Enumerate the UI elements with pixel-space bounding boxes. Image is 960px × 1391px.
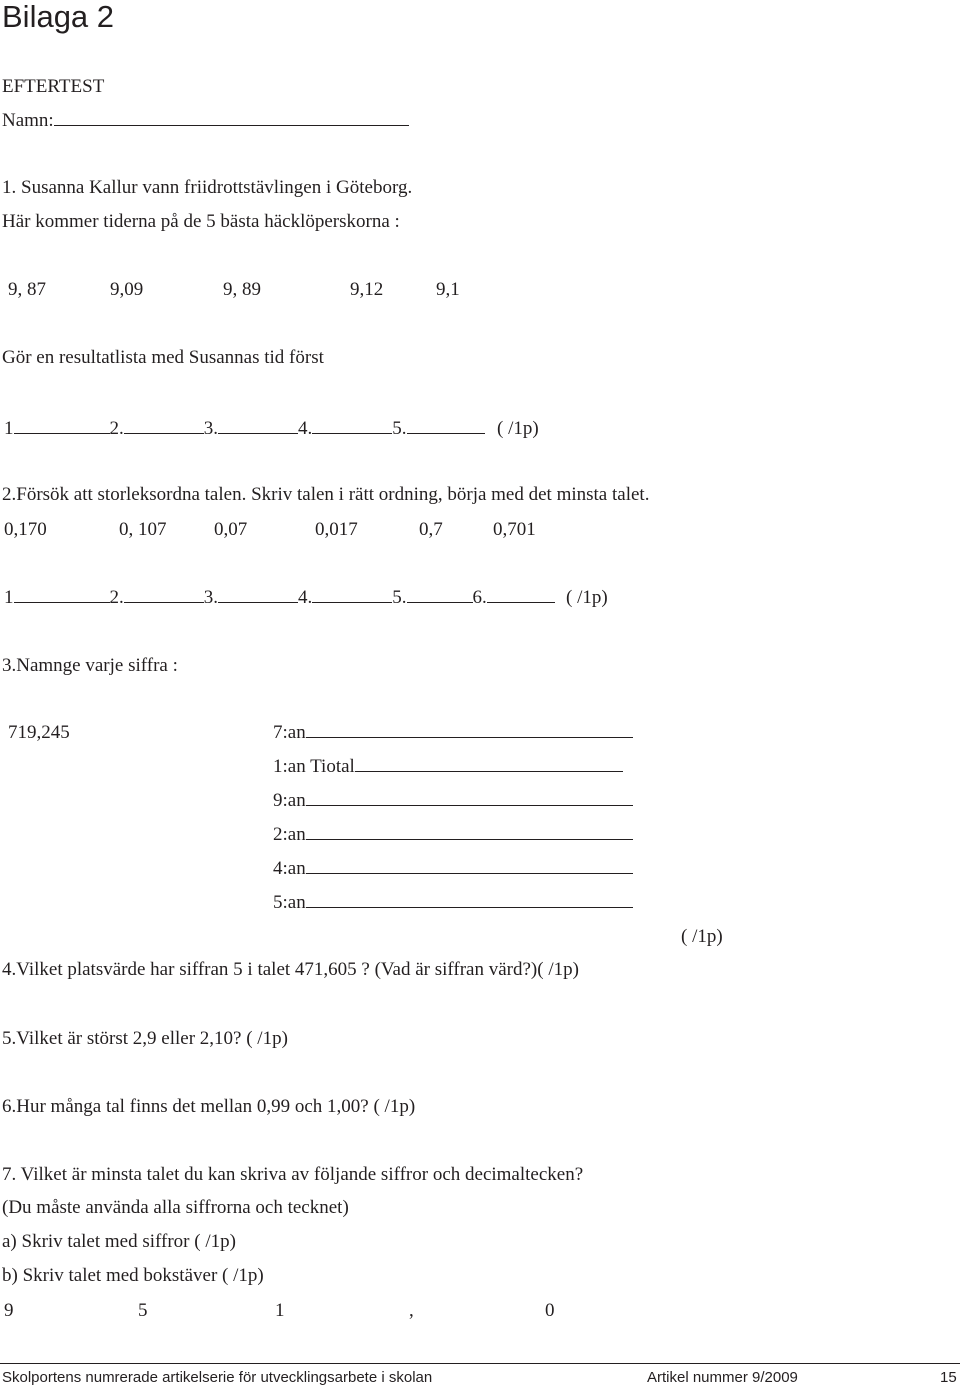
name-blank[interactable] bbox=[54, 124, 409, 126]
answer-blank[interactable] bbox=[124, 432, 204, 434]
q1-time: 9, 89 bbox=[223, 279, 261, 300]
digit-row bbox=[273, 790, 633, 812]
answer-blank[interactable] bbox=[487, 601, 555, 603]
q7-symbol: 5 bbox=[138, 1300, 148, 1321]
answer-blank[interactable] bbox=[306, 872, 633, 874]
q4-text: 4.Vilket platsvärde har siffran 5 i talet 471,605 ? (Vad är siffran värd?)( /1p) bbox=[2, 959, 579, 980]
digit-row bbox=[273, 824, 633, 846]
q2-number: 0,701 bbox=[493, 519, 536, 540]
footer-page-number: 15 bbox=[940, 1369, 957, 1386]
q1-line2: Här kommer tiderna på de 5 bästa häcklöperskorna : bbox=[2, 211, 400, 232]
slot-label: 4. bbox=[298, 587, 313, 608]
test-name: EFTERTEST bbox=[2, 76, 105, 97]
q2-number: 0,07 bbox=[214, 519, 248, 540]
q2-number: 0, 107 bbox=[119, 519, 167, 540]
answer-blank[interactable] bbox=[312, 601, 392, 603]
q7-symbol: , bbox=[409, 1300, 414, 1321]
slot-label: 3. bbox=[203, 418, 218, 439]
digit-label: 5:an bbox=[273, 892, 306, 913]
page-title: Bilaga 2 bbox=[2, 0, 115, 34]
footer-article: Artikel nummer 9/2009 bbox=[647, 1369, 798, 1386]
footer-series: Skolportens numrerade artikelserie för utvecklingsarbete i skolan bbox=[2, 1369, 433, 1386]
q1-time: 9,09 bbox=[110, 279, 144, 300]
name-field bbox=[2, 110, 409, 132]
slot-label: 1 bbox=[4, 587, 14, 608]
digit-row bbox=[273, 722, 633, 744]
q3-instruction: 3.Namnge varje siffra : bbox=[2, 655, 178, 676]
slot-label: 1 bbox=[4, 418, 14, 439]
slot-label: 6. bbox=[472, 587, 487, 608]
slot-label: 4. bbox=[298, 418, 313, 439]
answer-blank[interactable] bbox=[312, 432, 392, 434]
answer-blank[interactable] bbox=[14, 601, 110, 603]
answer-blank[interactable] bbox=[306, 736, 633, 738]
q1-time: 9,12 bbox=[350, 279, 384, 300]
q6-text: 6.Hur många tal finns det mellan 0,99 och 1,00? ( /1p) bbox=[2, 1096, 416, 1117]
q7-symbol: 0 bbox=[545, 1300, 555, 1321]
q7-part-b: b) Skriv talet med bokstäver ( /1p) bbox=[2, 1265, 264, 1286]
q1-instruction: Gör en resultatlista med Susannas tid först bbox=[2, 347, 324, 368]
digit-label: 4:an bbox=[273, 858, 306, 879]
footer-rule bbox=[0, 1363, 960, 1364]
digit-row bbox=[273, 756, 623, 778]
q2-number: 0,017 bbox=[315, 519, 358, 540]
answer-blank[interactable] bbox=[407, 432, 485, 434]
answer-blank[interactable] bbox=[306, 804, 633, 806]
slot-label: 5. bbox=[392, 587, 407, 608]
answer-blank[interactable] bbox=[14, 432, 110, 434]
q1-line1: 1. Susanna Kallur vann friidrottstävlingen i Göteborg. bbox=[2, 177, 413, 198]
digit-label: 9:an bbox=[273, 790, 306, 811]
q1-time: 9,1 bbox=[436, 279, 460, 300]
answer-blank[interactable] bbox=[407, 601, 473, 603]
digit-label: 2:an bbox=[273, 824, 306, 845]
slot-label: 3. bbox=[203, 587, 218, 608]
digit-label: 1:an Tiotal bbox=[273, 756, 355, 777]
answer-blank[interactable] bbox=[218, 601, 298, 603]
q2-instruction: 2.Försök att storleksordna talen. Skriv talen i rätt ordning, börja med det minsta talet. bbox=[2, 484, 650, 505]
q7-line1: 7. Vilket är minsta talet du kan skriva av följande siffror och decimaltecken? bbox=[2, 1164, 584, 1185]
q2-number: 0,170 bbox=[4, 519, 47, 540]
q5-text: 5.Vilket är störst 2,9 eller 2,10? ( /1p) bbox=[2, 1028, 288, 1049]
q7-symbol: 1 bbox=[275, 1300, 285, 1321]
digit-row bbox=[273, 858, 633, 880]
digit-label: 7:an bbox=[273, 722, 306, 743]
answer-blank[interactable] bbox=[306, 838, 633, 840]
q7-line2: (Du måste använda alla siffrorna och tecknet) bbox=[2, 1197, 349, 1218]
q3-number: 719,245 bbox=[8, 722, 70, 743]
slot-label: 2. bbox=[109, 418, 124, 439]
answer-blank[interactable] bbox=[355, 770, 623, 772]
q1-time: 9, 87 bbox=[8, 279, 46, 300]
slot-label: 5. bbox=[392, 418, 407, 439]
q3-points: ( /1p) bbox=[681, 926, 723, 947]
answer-blank[interactable] bbox=[218, 432, 298, 434]
q7-part-a: a) Skriv talet med siffror ( /1p) bbox=[2, 1231, 236, 1252]
slot-label: 2. bbox=[109, 587, 124, 608]
answer-blank[interactable] bbox=[124, 601, 204, 603]
answer-blank[interactable] bbox=[306, 906, 633, 908]
name-label: Namn: bbox=[2, 110, 54, 131]
q2-answer-row bbox=[4, 587, 555, 609]
digit-row bbox=[273, 892, 633, 914]
q7-symbol: 9 bbox=[4, 1300, 14, 1321]
q1-answer-row bbox=[4, 418, 485, 440]
q2-number: 0,7 bbox=[419, 519, 443, 540]
q2-points: ( /1p) bbox=[566, 587, 608, 608]
q1-points: ( /1p) bbox=[497, 418, 539, 439]
